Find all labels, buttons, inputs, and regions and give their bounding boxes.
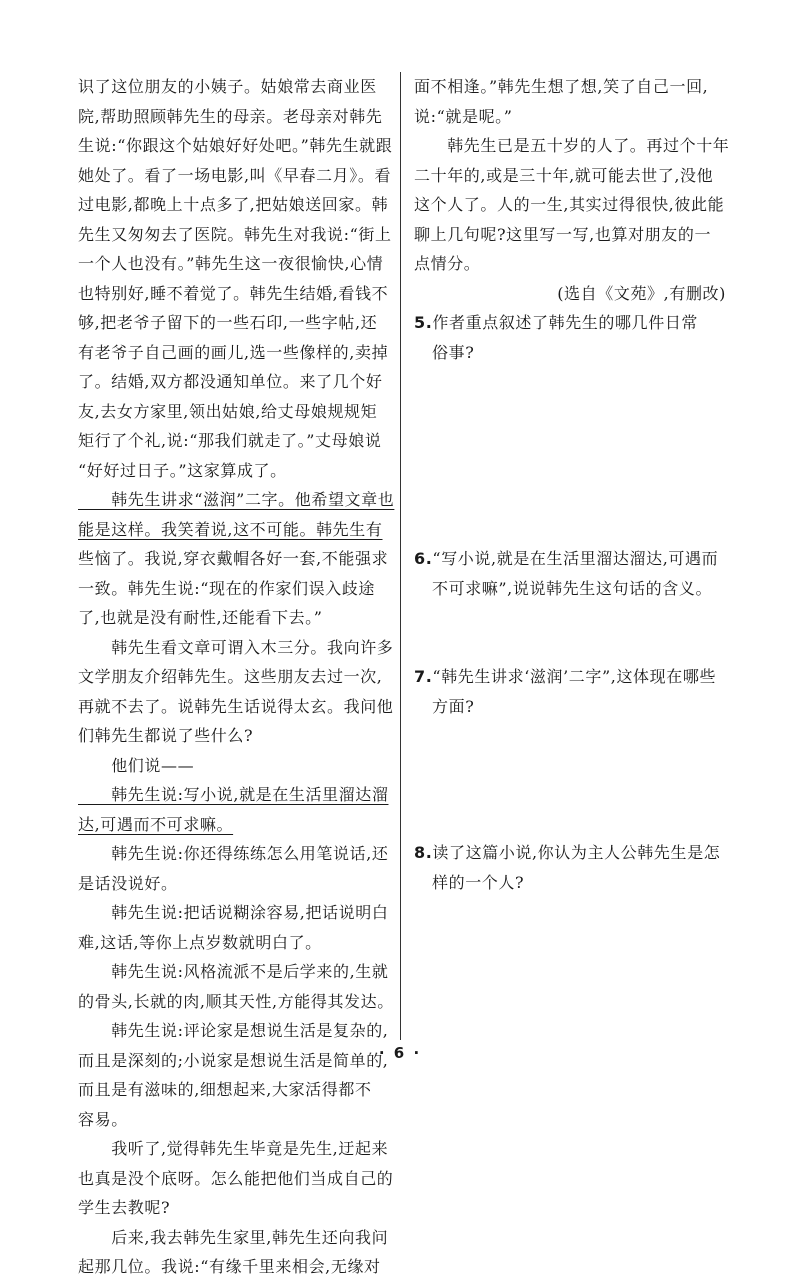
text-line: 我听了,觉得韩先生毕竟是先生,迂起来: [78, 1139, 389, 1158]
text-line: 生说:“你跟这个姑娘好好处吧。”韩先生就跟: [78, 136, 393, 155]
text-line: 一致。韩先生说:“现在的作家们误入歧途: [78, 578, 375, 598]
source-citation: (选自《文苑》,有删改): [557, 283, 726, 303]
text-line: “好好过日子。”这家算成了。: [78, 460, 287, 480]
text-line-underlined: [78, 810, 390, 840]
text-line: 一个人也没有。”韩先生这一夜很愉快,心情: [78, 254, 384, 273]
question-text: 作者重点叙述了韩先生的哪几件日常: [432, 313, 699, 332]
text-line: 友,去女方家里,领出姑娘,给丈母娘规规矩: [78, 401, 378, 421]
text-line: 是话没说好。: [78, 873, 178, 893]
question-6: [414, 544, 730, 603]
text-line: 韩先生说:评论家是想说生活是复杂的,: [78, 1021, 389, 1040]
underlined-text: 韩先生说:写小说,就是在生活里溜达溜: [78, 785, 389, 804]
question-line: 样的一个人?: [432, 872, 525, 892]
text-line: 也真是没个底呀。怎么能把他们当成自己的: [78, 1168, 394, 1188]
text-line: 难,这话,等你上点岁数就明白了。: [78, 932, 322, 952]
text-line: 够,把老爷子留下的一些石印,一些字帖,还: [78, 313, 378, 332]
text-line: 了。结婚,双方都没通知单位。来了几个好: [78, 372, 383, 391]
right-column: [414, 72, 730, 1040]
question-line: [414, 838, 730, 868]
question-text: 读了这篇小说,你认为主人公韩先生是怎: [432, 843, 721, 862]
text-line: 学生去教呢?: [78, 1198, 171, 1217]
text-line: 们韩先生都说了些什么?: [78, 726, 254, 745]
text-line: 面不相逢。”韩先生想了想,笑了自己一回,: [414, 77, 709, 96]
underlined-text: 能是这样。我笑着说,这不可能。韩先生有: [78, 519, 383, 539]
text-line: 说:“就是呢。”: [414, 106, 513, 126]
text-line: 韩先生说:把话说糊涂容易,把话说明白: [78, 903, 389, 922]
text-line: 这个人了。人的一生,其实过得很快,彼此能: [414, 195, 725, 214]
text-line: 再就不去了。说韩先生话说得太玄。我问他: [78, 696, 394, 716]
text-line-underlined: [78, 780, 390, 810]
text-line: 文学朋友介绍韩先生。这些朋友去过一次,: [78, 667, 383, 686]
text-line: 矩行了个礼,说:“那我们就走了。”丈母娘说: [78, 431, 382, 450]
question-number: 8.: [414, 843, 433, 862]
text-line: 而且是有滋味的,细想起来,大家活得都不: [78, 1080, 372, 1099]
question-text: “韩先生讲求‘滋润’二字”,这体现在哪些: [432, 667, 717, 686]
text-line: 些恼了。我说,穿衣戴帽各好一套,不能强求: [78, 549, 389, 568]
left-column: [78, 72, 395, 1282]
question-line: 俗事?: [432, 342, 475, 362]
text-line: 二十年的,或是三十年,就可能去世了,没他: [414, 165, 714, 185]
text-line: 识了这位朋友的小姨子。姑娘常去商业医: [78, 77, 377, 96]
text-line: 院,帮助照顾韩先生的母亲。老母亲对韩先: [78, 106, 383, 126]
underlined-text: 韩先生讲求“滋润”二字。他希望文章也: [78, 490, 395, 509]
text-line: 过电影,都晚上十点多了,把姑娘送回家。韩: [78, 195, 389, 214]
text-line-underlined: [78, 485, 395, 515]
text-line: 后来,我去韩先生家里,韩先生还向我问: [78, 1227, 389, 1247]
question-number: 6.: [414, 549, 433, 568]
text-line: 容易。: [78, 1109, 128, 1129]
question-5: [414, 308, 730, 367]
question-line: [414, 308, 730, 338]
page-number: · 6 ·: [378, 1044, 422, 1062]
question-8: [414, 838, 730, 897]
text-line: 也特别好,睡不着觉了。韩先生结婚,看钱不: [78, 283, 389, 303]
text-line: 而且是深刻的;小说家是想说生活是简单的,: [78, 1050, 389, 1070]
text-line: 韩先生已是五十岁的人了。再过个十年: [414, 136, 730, 155]
question-line: [414, 544, 730, 574]
text-line: 先生又匆匆去了医院。韩先生对我说:“街上: [78, 224, 392, 244]
text-line: 韩先生说:你还得练练怎么用笔说话,还: [78, 844, 389, 863]
underlined-text: 达,可遇而不可求嘛。: [78, 814, 234, 834]
text-line: 有老爷子自己画的画儿,选一些像样的,卖掉: [78, 342, 389, 362]
question-7: [414, 662, 730, 721]
text-line: 聊上几句呢?这里写一写,也算对朋友的一: [414, 224, 712, 244]
text-line: 起那几位。我说:“有缘千里来相会,无缘对: [78, 1257, 381, 1276]
text-line: 点情分。: [414, 254, 481, 273]
question-line: [414, 662, 730, 692]
text-line: 的骨头,长就的肉,顺其天性,方能得其发达。: [78, 991, 394, 1011]
question-line: 方面?: [432, 696, 475, 716]
text-line: 韩先生说:风格流派不是后学来的,生就: [78, 962, 389, 981]
text-line: 她处了。看了一场电影,叫《早春二月》。看: [78, 165, 392, 185]
text-line: 韩先生看文章可谓入木三分。我向许多: [78, 637, 394, 657]
question-line: 不可求嘛”,说说韩先生这句话的含义。: [432, 578, 713, 598]
text-line: 了,也就是没有耐性,还能看下去。”: [78, 608, 323, 627]
question-number: 5.: [414, 313, 433, 332]
text-line-underlined: [78, 515, 390, 545]
question-number: 7.: [414, 667, 433, 686]
column-divider: [400, 72, 401, 1040]
text-line: 他们说——: [78, 755, 195, 775]
question-text: “写小说,就是在生活里溜达溜达,可遇而: [432, 549, 719, 568]
